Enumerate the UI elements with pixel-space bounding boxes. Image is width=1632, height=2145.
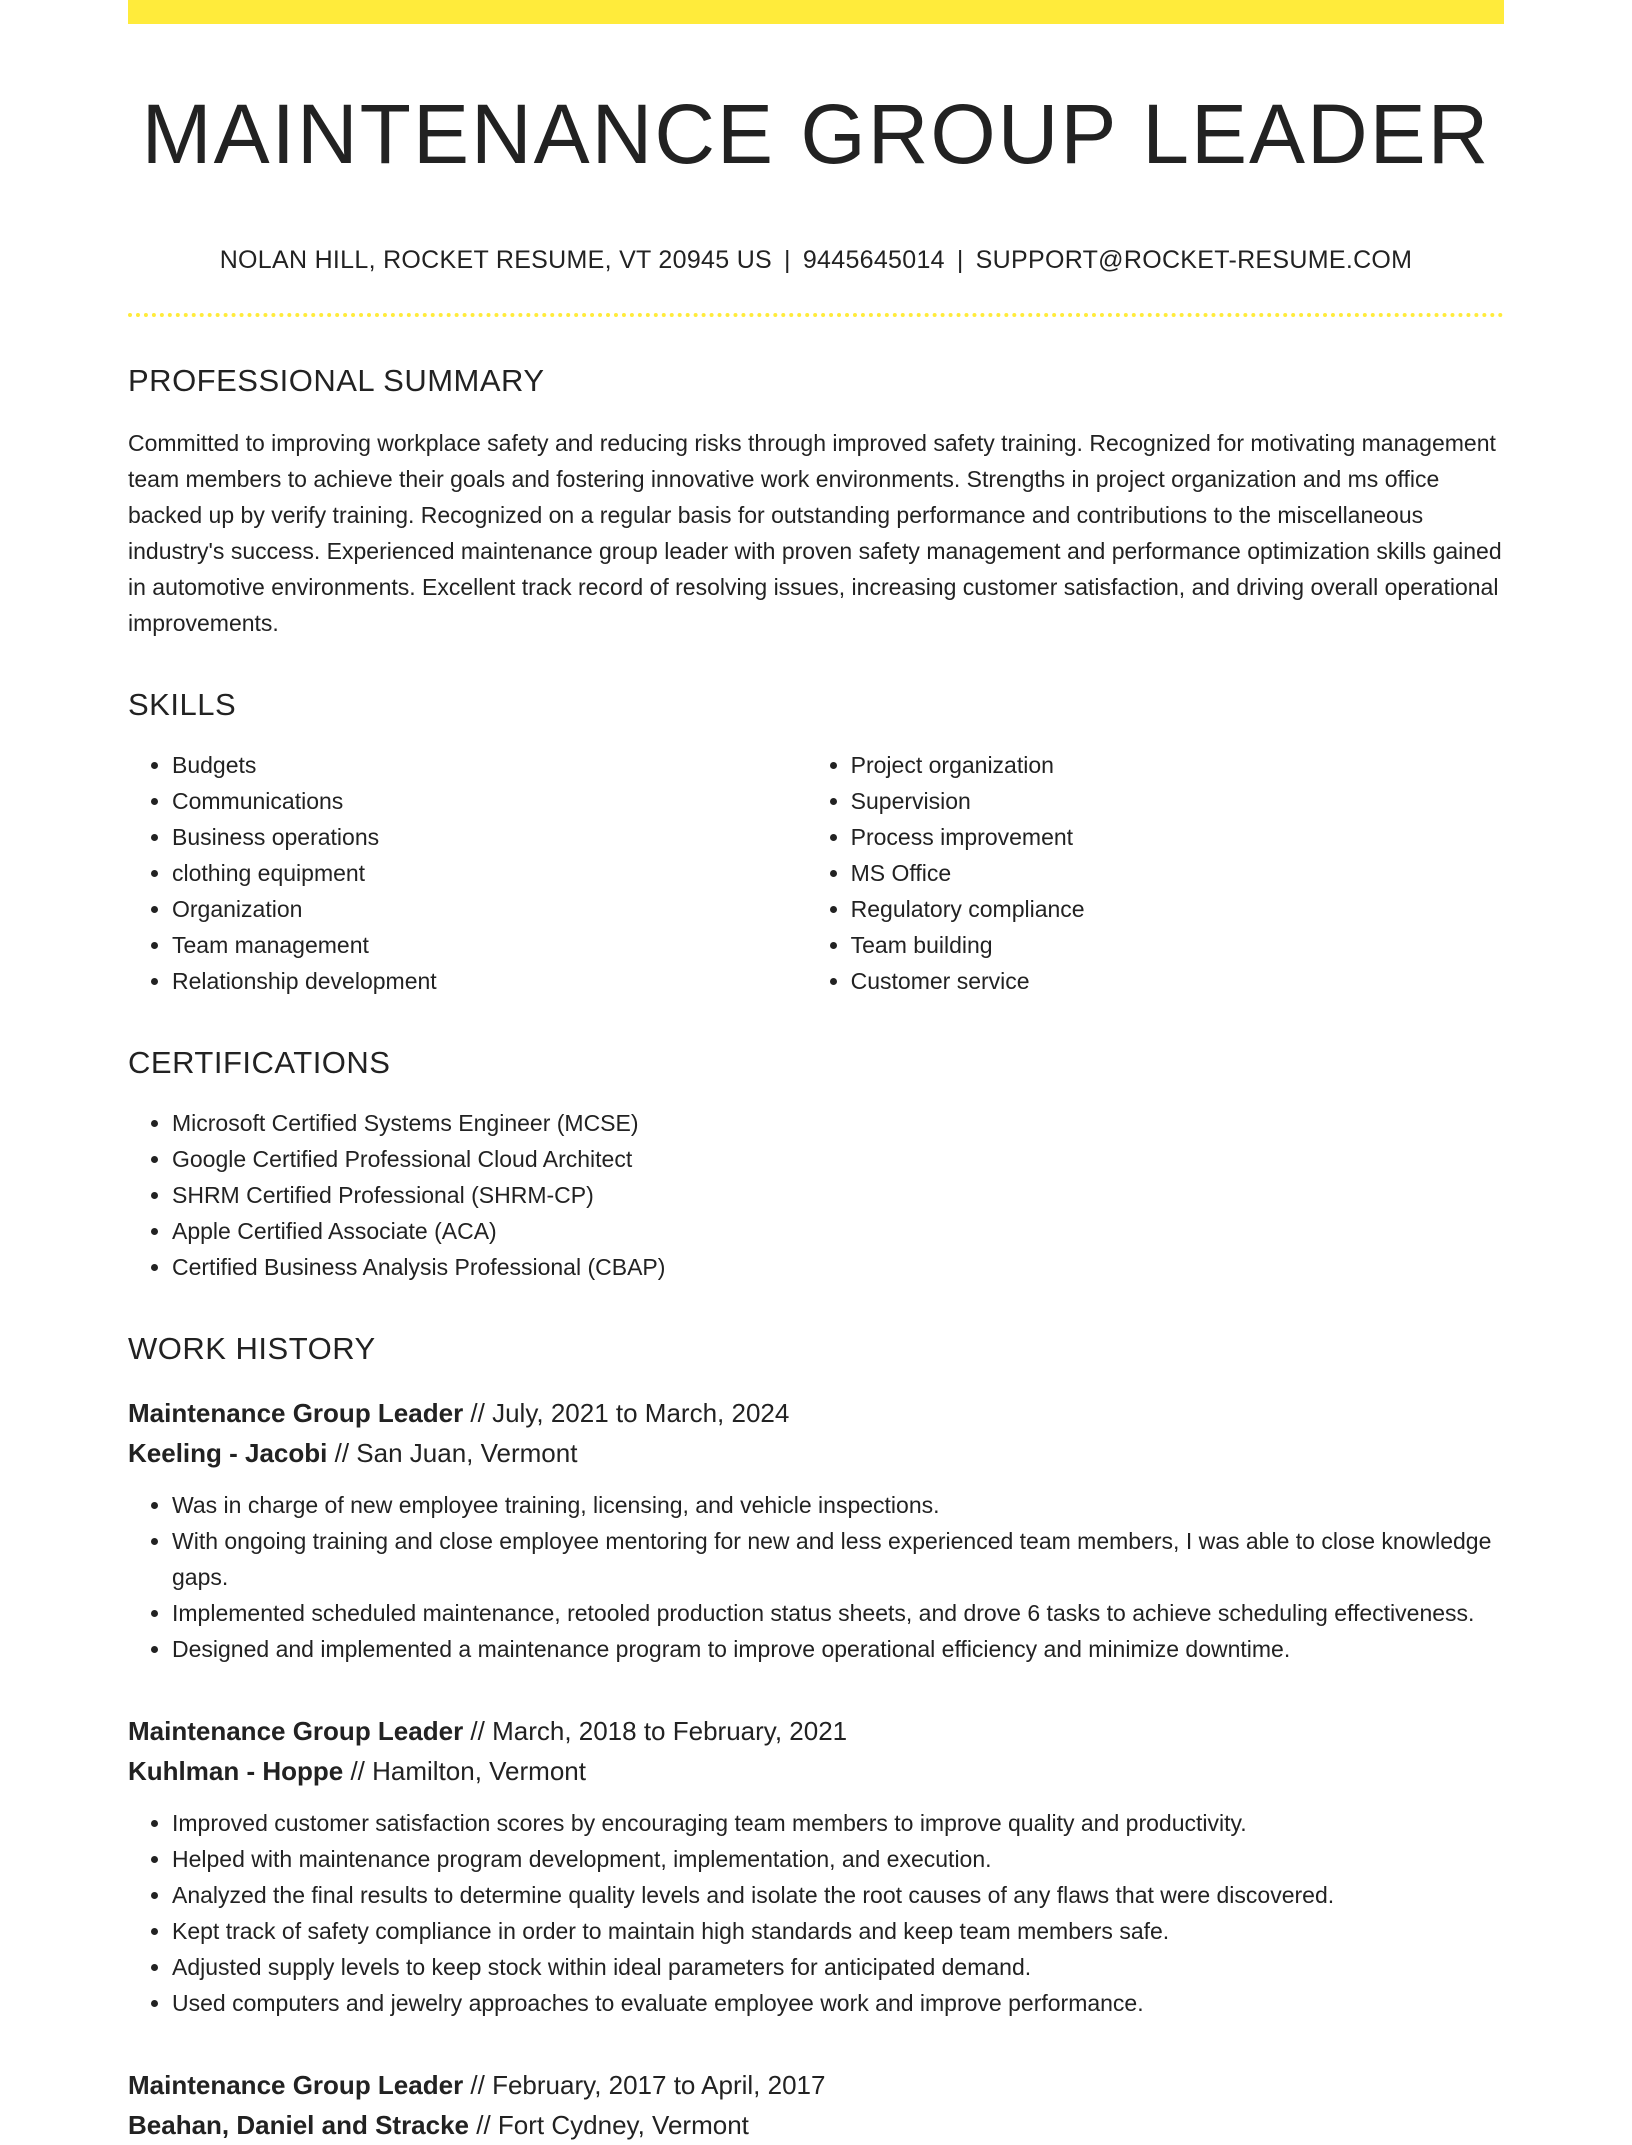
job-company: Keeling - Jacobi <box>128 1438 328 1469</box>
job-title-line <box>128 1711 1504 1751</box>
contact-address: NOLAN HILL, ROCKET RESUME, VT 20945 US <box>219 246 773 275</box>
work-history-heading: WORK HISTORY <box>128 1331 376 1367</box>
summary-heading: PROFESSIONAL SUMMARY <box>128 363 545 399</box>
skill-item: • clothing equipment <box>172 855 807 891</box>
skill-item: • Organization <box>172 891 807 927</box>
skill-item: • Team building <box>851 927 1504 963</box>
resume-page <box>128 0 1504 2145</box>
skills-heading: SKILLS <box>128 687 237 723</box>
contact-separator: | <box>956 246 964 275</box>
skills-list-right <box>807 747 1504 999</box>
contact-line <box>128 246 1504 275</box>
skills-columns <box>128 747 1504 999</box>
job-bullet: • With ongoing training and close employee mentoring for new and less experienced team members, I was able to close knowledge gaps. <box>172 1523 1504 1595</box>
contact-separator: | <box>784 246 791 275</box>
job-bullet: • Was in charge of new employee training, licensing, and vehicle inspections. <box>172 1487 1504 1523</box>
job-company-line <box>128 2105 1504 2145</box>
certification-item: • Certified Business Analysis Professional (CBAP) <box>172 1249 1504 1285</box>
certification-item: • Microsoft Certified Systems Engineer (MCSE) <box>172 1105 1504 1141</box>
job-title-line <box>128 2065 1504 2105</box>
resume-title: MAINTENANCE GROUP LEADER <box>141 87 1491 181</box>
job-location: // Fort Cydney, Vermont <box>469 2110 749 2141</box>
skill-item: • Communications <box>172 783 807 819</box>
skill-item: • Regulatory compliance <box>851 891 1504 927</box>
job-title-line <box>128 1393 1504 1433</box>
contact-phone: 9445645014 <box>802 246 945 275</box>
summary-text: Committed to improving workplace safety and reducing risks through improved safety training. Recognized for motivating management team members to achieve their goals and fostering innovative work environments. Strengths in project organization and ms office backed up by verify training. Recognized on a regular basis for outstanding performance and contributions to the miscellaneous industry's success. Experienced maintenance group leader with proven safety management and performance optimization skills gained in automotive environments. Excellent track record of resolving issues, increasing customer satisfaction, and driving overall operational improvements. <box>128 430 1502 637</box>
certification-item: • SHRM Certified Professional (SHRM-CP) <box>172 1177 1504 1213</box>
skill-item: • Team management <box>172 927 807 963</box>
accent-bar <box>128 0 1504 24</box>
job-company-line <box>128 1751 1504 1791</box>
job-bullets <box>128 1487 1504 1667</box>
job-bullet: • Analyzed the final results to determine quality levels and isolate the root causes of any flaws that were discovered. <box>172 1877 1504 1913</box>
job-company-line <box>128 1433 1504 1473</box>
job-location: // San Juan, Vermont <box>327 1438 578 1469</box>
job-bullets <box>128 1805 1504 2021</box>
job-bullet: • Designed and implemented a maintenance program to improve operational efficiency and minimize downtime. <box>172 1631 1504 1667</box>
job-dates: // February, 2017 to April, 2017 <box>463 2070 826 2101</box>
job-bullet: • Implemented scheduled maintenance, retooled production status sheets, and drove 6 tasks to achieve scheduling effectiveness. <box>172 1595 1504 1631</box>
job-bullet: • Helped with maintenance program development, implementation, and execution. <box>172 1841 1504 1877</box>
job-bullet: • Used computers and jewelry approaches to evaluate employee work and improve performance. <box>172 1985 1504 2021</box>
job-dates: // March, 2018 to February, 2021 <box>463 1716 848 1747</box>
job-role: Maintenance Group Leader <box>128 1716 464 1747</box>
job-dates: // July, 2021 to March, 2024 <box>463 1398 790 1429</box>
job-bullet: • Improved customer satisfaction scores by encouraging team members to improve quality and productivity. <box>172 1805 1504 1841</box>
certification-item: • Google Certified Professional Cloud Architect <box>172 1141 1504 1177</box>
job-role: Maintenance Group Leader <box>128 2070 464 2101</box>
job-bullet: • Adjusted supply levels to keep stock within ideal parameters for anticipated demand. <box>172 1949 1504 1985</box>
skill-item: • Process improvement <box>851 819 1504 855</box>
job-entry <box>128 2065 1504 2145</box>
contact-email: SUPPORT@ROCKET-RESUME.COM <box>975 246 1413 275</box>
dotted-divider <box>128 313 1504 317</box>
job-company: Kuhlman - Hoppe <box>128 1756 344 1787</box>
job-location: // Hamilton, Vermont <box>343 1756 586 1787</box>
skills-list-left <box>128 747 807 999</box>
certifications-heading: CERTIFICATIONS <box>128 1045 391 1081</box>
job-entry <box>128 1711 1504 2021</box>
skill-item: • Supervision <box>851 783 1504 819</box>
certification-item: • Apple Certified Associate (ACA) <box>172 1213 1504 1249</box>
skill-item: • Budgets <box>172 747 807 783</box>
job-bullet: • Kept track of safety compliance in order to maintain high standards and keep team members safe. <box>172 1913 1504 1949</box>
skill-item: • Customer service <box>851 963 1504 999</box>
skill-item: • Relationship development <box>172 963 807 999</box>
job-role: Maintenance Group Leader <box>128 1398 464 1429</box>
skill-item: • Business operations <box>172 819 807 855</box>
certifications-list <box>128 1105 1504 1285</box>
skill-item: • MS Office <box>851 855 1504 891</box>
skill-item: • Project organization <box>851 747 1504 783</box>
job-company: Beahan, Daniel and Stracke <box>128 2110 470 2141</box>
job-entry <box>128 1393 1504 1667</box>
